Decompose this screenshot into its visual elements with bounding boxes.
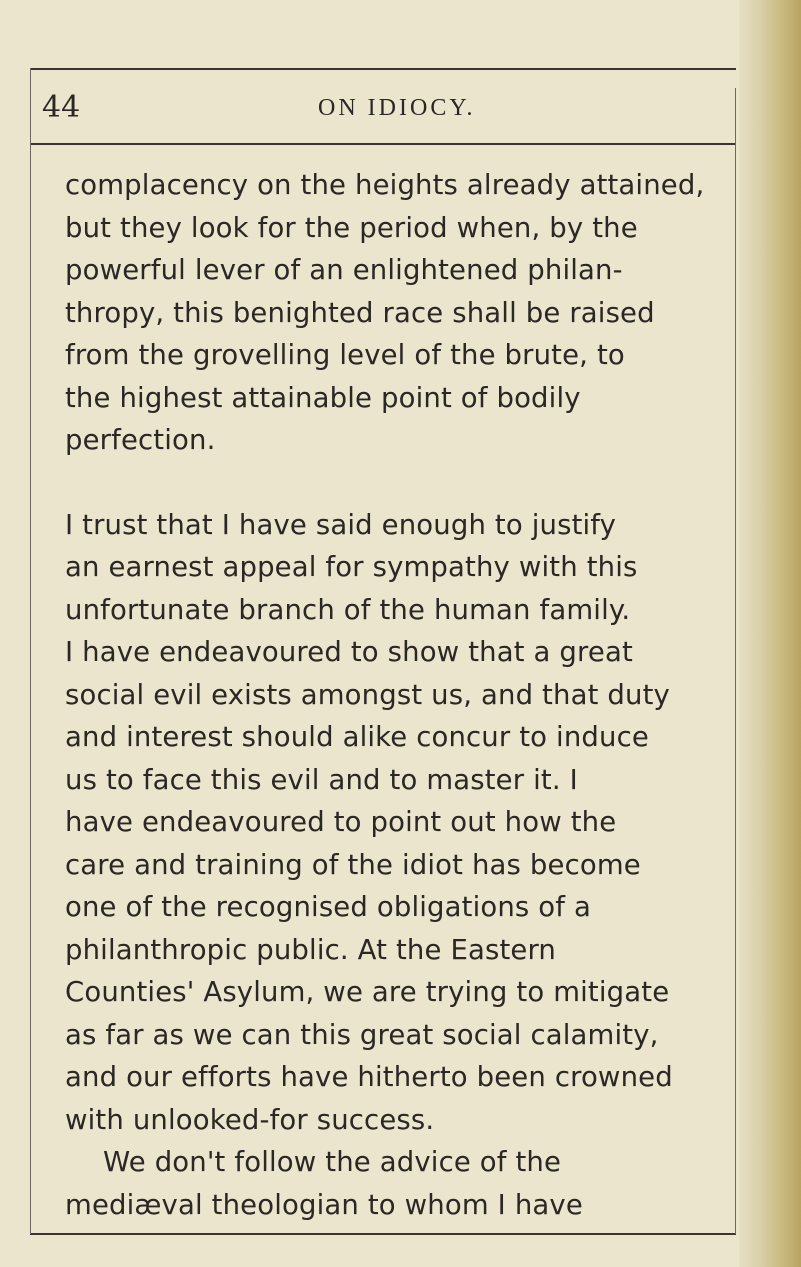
paragraph-2	[65, 504, 727, 1142]
text-line: philanthropic public. At the Eastern	[65, 933, 557, 966]
text-line: and our efforts have hitherto been crowned	[65, 1061, 673, 1093]
text-line: have endeavoured to point out how the	[65, 806, 617, 838]
paragraph-gap	[65, 462, 727, 504]
body-text	[65, 164, 727, 1226]
text-line: one of the recognised obligations of a	[65, 891, 591, 923]
running-title: ON IDIOCY.	[318, 95, 476, 121]
text-line: but they look for the period when, by the	[65, 211, 638, 244]
text-line: We don't follow the advice of the	[103, 1146, 562, 1178]
text-line: the highest attainable point of bodily	[65, 381, 581, 414]
header-rule	[30, 143, 736, 145]
bottom-border-rule	[30, 1233, 736, 1235]
text-line: mediæval theologian to whom I have	[65, 1188, 583, 1221]
text-line: as far as we can this great social calamity,	[65, 1018, 659, 1051]
text-line: powerful lever of an enlightened philan-	[65, 254, 623, 286]
text-line: I trust that I have said enough to justify	[65, 508, 617, 541]
text-line: unfortunate branch of the human family.	[65, 593, 631, 626]
text-line: social evil exists amongst us, and that duty	[65, 678, 670, 711]
text-line: from the grovelling level of the brute, to	[65, 339, 625, 371]
right-border-rule	[735, 88, 736, 1234]
left-border-rule	[30, 68, 31, 1234]
text-line: us to face this evil and to master it. I	[65, 763, 578, 796]
text-line: thropy, this benighted race shall be raised	[65, 296, 655, 329]
top-border-rule	[30, 68, 736, 70]
paragraph-1	[65, 164, 727, 462]
text-line: an earnest appeal for sympathy with this	[65, 551, 638, 583]
text-line: complacency on the heights already attained,	[65, 169, 705, 201]
text-line: perfection.	[65, 424, 216, 456]
paragraph-3	[65, 1141, 727, 1226]
page-number: 44	[42, 90, 81, 125]
text-line: with unlooked-for success.	[65, 1103, 435, 1136]
text-line: Counties' Asylum, we are trying to mitigate	[65, 976, 670, 1008]
text-line: and interest should alike concur to induce	[65, 721, 649, 753]
page-edge-shadow	[739, 0, 801, 1267]
text-line: care and training of the idiot has become	[65, 848, 641, 881]
text-line: I have endeavoured to show that a great	[65, 636, 633, 668]
